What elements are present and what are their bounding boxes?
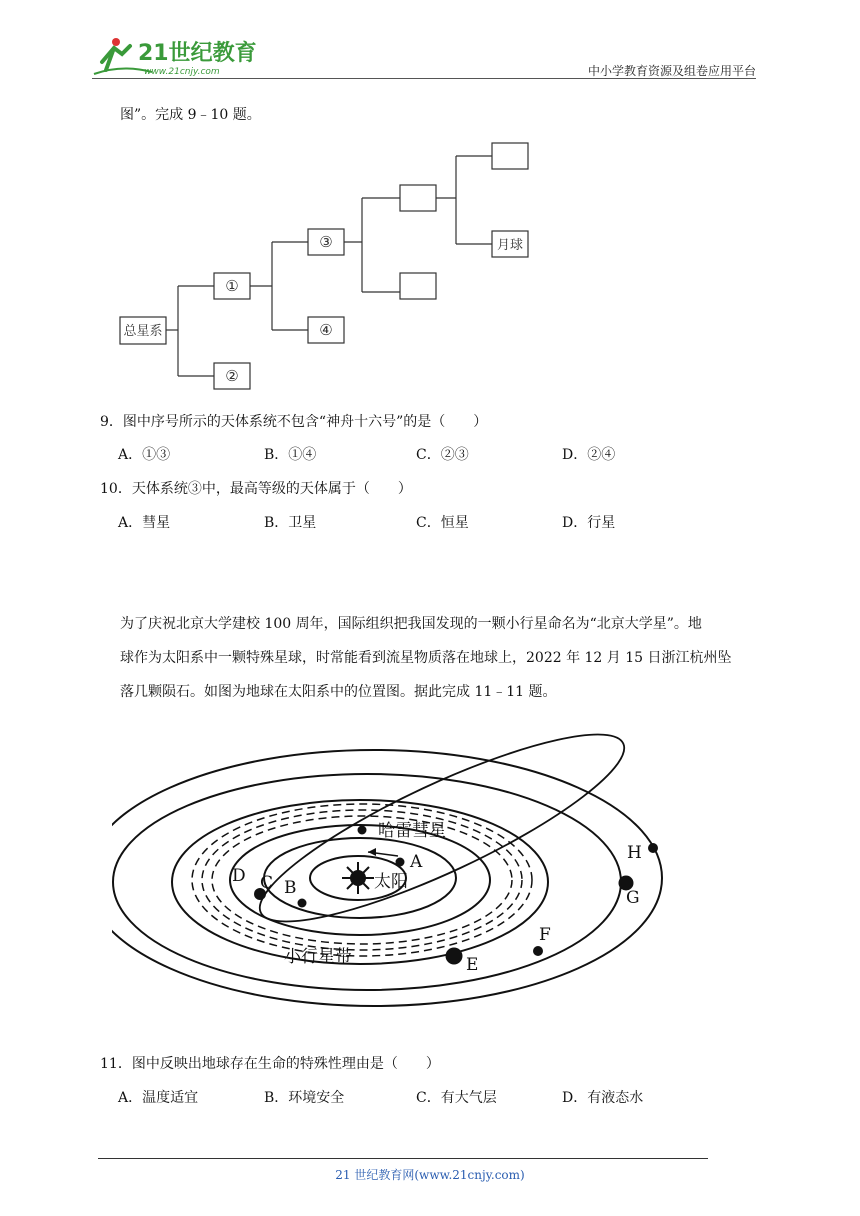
label-2: ② — [225, 367, 239, 385]
q11-stem: 11．图中反映出地球存在生命的特殊性理由是（ ） — [100, 1056, 440, 1072]
intro-continuation: 图”。完成 9﹣10 题。 — [120, 107, 261, 123]
header-divider — [92, 78, 756, 79]
logo-url: www.21cnjy.com — [144, 67, 220, 77]
label-c: C — [260, 873, 274, 893]
sun-label: 太阳 — [374, 872, 408, 892]
footer-text[interactable]: 21 世纪教育网(www.21cnjy.com) — [335, 1168, 525, 1182]
label-f: F — [539, 925, 551, 945]
planet-e — [446, 948, 463, 965]
q9-option-b[interactable]: B．①④ — [264, 447, 317, 463]
q10-option-c[interactable]: C．恒星 — [416, 515, 469, 531]
q10-option-a[interactable]: A．彗星 — [118, 515, 171, 531]
label-total-galaxy: 总星系 — [123, 324, 163, 339]
label-d: D — [232, 866, 246, 886]
q10-stem: 10．天体系统③中，最高等级的天体属于（ ） — [100, 481, 412, 497]
footer-divider — [98, 1158, 708, 1159]
label-a: A — [410, 852, 423, 872]
planet-a — [396, 858, 405, 867]
comet-label: 哈雷彗星 — [378, 821, 446, 841]
hierarchy-diagram — [112, 140, 552, 399]
label-moon: 月球 — [496, 238, 524, 253]
planet-b — [298, 899, 307, 908]
halley-comet — [358, 826, 367, 835]
passage-line-1: 为了庆祝北京大学建校 100 周年，国际组织把我国发现的一颗小行星命名为“北京大学星”。地 — [120, 616, 702, 632]
q11-option-a[interactable]: A．温度适宜 — [118, 1090, 199, 1106]
label-3: ③ — [319, 233, 333, 251]
label-g: G — [626, 888, 640, 908]
q9-option-c[interactable]: C．②③ — [416, 447, 469, 463]
label-4: ④ — [319, 321, 333, 339]
passage-line-2: 球作为太阳系中一颗特殊星球，时常能看到流星物质落在地球上，2022 年 12 月 15 日浙江杭州坠 — [120, 650, 732, 666]
box-blank-1 — [400, 185, 436, 211]
q11-option-d[interactable]: D．有液态水 — [562, 1090, 644, 1106]
platform-name: 中小学教育资源及组卷应用平台 — [587, 64, 756, 78]
q10-option-b[interactable]: B．卫星 — [264, 515, 317, 531]
label-e: E — [466, 955, 479, 975]
box-blank-2 — [400, 273, 436, 299]
planet-f — [533, 946, 543, 956]
q11-option-c[interactable]: C．有大气层 — [416, 1090, 497, 1106]
site-logo — [92, 34, 262, 78]
label-b: B — [284, 878, 297, 898]
solar-system-diagram — [112, 710, 672, 1044]
logo-text: 21世纪教育 — [138, 41, 257, 66]
q9-option-d[interactable]: D．②④ — [562, 447, 616, 463]
sun-icon — [342, 862, 374, 894]
planet-h — [648, 843, 658, 853]
box-blank-3 — [492, 143, 528, 169]
passage-line-3: 落几颗陨石。如图为地球在太阳系中的位置图。据此完成 11﹣11 题。 — [120, 684, 557, 700]
label-h: H — [627, 843, 642, 863]
q11-option-b[interactable]: B．环境安全 — [264, 1090, 345, 1106]
q10-option-d[interactable]: D．行星 — [562, 515, 616, 531]
label-1: ① — [225, 277, 239, 295]
q9-option-a[interactable]: A．①③ — [118, 447, 171, 463]
asteroid-belt-label: 小行星带 — [284, 947, 352, 967]
q9-stem: 9．图中序号所示的天体系统不包含“神舟十六号”的是（ ） — [100, 414, 488, 430]
